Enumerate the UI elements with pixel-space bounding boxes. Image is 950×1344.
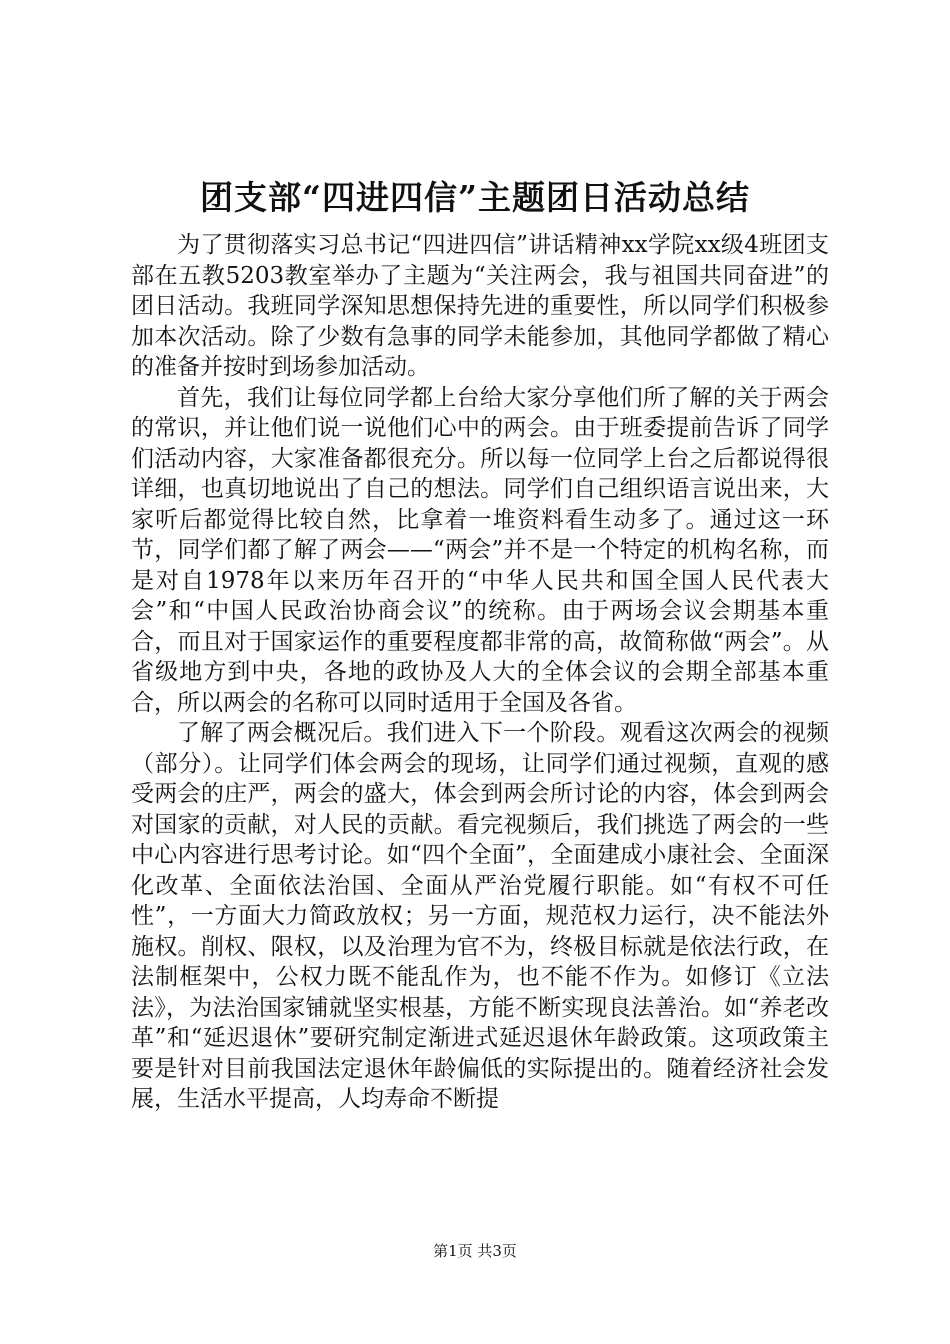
- paragraph-2: 首先，我们让每位同学都上台给大家分享他们所了解的关于两会的常识，并让他们说一说他们心中的两会。由于班委提前告诉了同学们活动内容，大家准备都很充分。所以每一位同学上台之后都说得很详细，也真切地说出了自己的想法。同学们自己组织语言说出来，大家听后都觉得比较自然，比拿着一堆资料看生动多了。通过这一环节，同学们都了解了两会——“两会”并不是一个特定的机构名称，而是对自1978年以来历年召开的“中华人民共和国全国人民代表大会”和“中国人民政治协商会议”的统称。由于两场会议会期基本重合，而且对于国家运作的重要程度都非常的高，故简称做“两会”。从省级地方到中央，各地的政协及人大的全体会议的会期全部基本重合，所以两会的名称可以同时适用于全国及各省。: [131, 384, 829, 716]
- document-title: 团支部“四进四信”主题团日活动总结: [200, 178, 750, 217]
- paragraph-3: 了解了两会概况后。我们进入下一个阶段。观看这次两会的视频（部分）。让同学们体会两会的现场，让同学们通过视频，直观的感受两会的庄严，两会的盛大，体会到两会所讨论的内容，体会到两会对国家的贡献，对人民的贡献。看完视频后，我们挑选了两会的一些中心内容进行思考讨论。如“四个全面”，全面建成小康社会、全面深化改革、全面依法治国、全面从严治党履行职能。如“有权不可任性”，一方面大力简政放权；另一方面，规范权力运行，决不能法外施权。削权、限权，以及治理为官不为，终极目标就是依法行政，在法制框架中，公权力既不能乱作为，也不能不作为。如修订《立法法》，为法治国家铺就坚实根基，方能不断实现良法善治。如“养老改革”和“延迟退休”要研究制定渐进式延迟退休年龄政策。这项政策主要是针对目前我国法定退休年龄偏低的实际提出的。随着经济社会发展，生活水平提高，人均寿命不断提: [131, 720, 829, 1112]
- paragraph-1: 为了贯彻落实习总书记“四进四信”讲话精神xx学院xx级4班团支部在五教5203教室举办了主题为“关注两会，我与祖国共同奋进”的团日活动。我班同学深知思想保持先进的重要性，所以同学们积极参加本次活动。除了少数有急事的同学未能参加，其他同学都做了精心的准备并按时到场参加活动。: [131, 232, 829, 380]
- page-number-footer: 第1页 共3页: [433, 1242, 517, 1260]
- document-body: [131, 230, 829, 1115]
